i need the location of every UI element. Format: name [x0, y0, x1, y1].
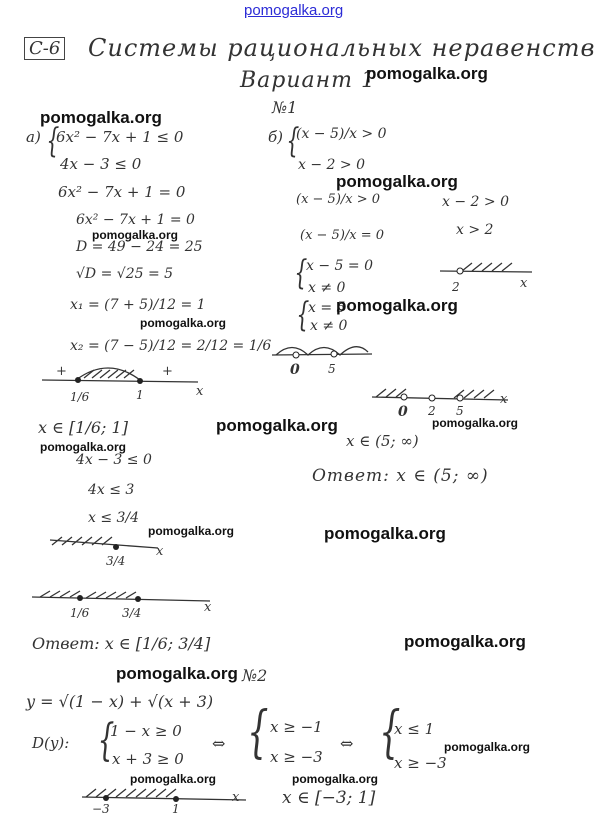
task2-system1-brace: {: [97, 715, 115, 766]
nl1-point1-label: 1/6: [70, 390, 90, 404]
nl-b-combined-point1: [401, 394, 407, 400]
task1b-system-brace: {: [286, 121, 300, 161]
task1b-label: б): [268, 128, 284, 146]
task2-equiv-arrow2: ⇔: [340, 734, 354, 753]
task2-sys2-line1: x ≥ −1: [270, 718, 323, 736]
nl1-point2: [137, 378, 143, 384]
task2-domain-label: D(y):: [32, 734, 70, 752]
watermark-13: pomogalka.org: [116, 664, 238, 683]
nl1-sign-right: +: [162, 364, 173, 379]
watermark-7: pomogalka.org: [216, 416, 338, 435]
nl-b-left-point2: [331, 351, 337, 357]
nl-b-left-point1-label: 0: [290, 362, 300, 378]
nl3-point2: [135, 596, 141, 602]
task1a-x1: x₁ = (7 + 5)/12 = 1: [70, 297, 206, 313]
task2-function: y = √(1 − x) + √(x + 3): [26, 692, 214, 711]
nl1-sign-left: +: [56, 364, 67, 379]
watermark-3: pomogalka.org: [336, 172, 458, 191]
nl1-var: x: [196, 384, 204, 399]
nl-b-combined-axis: [372, 397, 508, 400]
task1b-sys-line2: x − 2 > 0: [298, 157, 365, 173]
task1b-sys-line1: (x − 5)/x > 0: [296, 126, 387, 142]
variant-label: Вариант 1: [240, 68, 376, 93]
task1a-line1: 6x² − 7x + 1 = 0: [58, 183, 186, 201]
nl-b-combined-point2-label: 2: [428, 404, 436, 418]
task1a-sys-line1: 6x² − 7x + 1 ≤ 0: [56, 128, 184, 146]
task2-number: №2: [242, 666, 268, 685]
task1a-line2: 6x² − 7x + 1 = 0: [76, 212, 195, 228]
watermark-14: pomogalka.org: [444, 740, 531, 754]
nl1-parabola: [76, 368, 140, 380]
nl1-hatch: [84, 370, 134, 378]
nl-b-left-axis: [272, 354, 372, 355]
task1a-line3: D = 49 − 24 = 25: [76, 239, 203, 255]
task1a-label: а): [26, 128, 41, 146]
task1b-sys3-line1: x = 5: [308, 300, 346, 316]
nl-task2-point1-label: −3: [92, 802, 110, 816]
task2-system3-brace: {: [379, 700, 401, 765]
nl-b-left-point2-label: 5: [328, 362, 336, 376]
task1b-right2: x > 2: [456, 222, 494, 238]
watermark-1: pomogalka.org: [366, 64, 488, 83]
task2-equiv-arrow1: ⇔: [212, 734, 226, 753]
task2-sys3-line2: x ≥ −3: [394, 754, 447, 772]
task1a-line6: 4x ≤ 3: [88, 482, 135, 498]
task1b-right1: x − 2 > 0: [442, 194, 509, 210]
nl-task2-var: x: [232, 790, 240, 805]
nl-b-right-point: [457, 268, 463, 274]
nl2-point: [113, 544, 119, 550]
nl-b-right-point-label: 2: [452, 280, 460, 294]
task2-sys1-line1: 1 − x ≥ 0: [110, 722, 182, 740]
nl-b-right-axis: [440, 271, 532, 272]
task1b-interval: x ∈ (5; ∞): [346, 432, 419, 450]
task1a-line5: 4x − 3 ≤ 0: [76, 452, 152, 468]
task1a-answer: Ответ: x ∈ [1/6; 3/4]: [32, 634, 211, 653]
nl1-point1: [75, 377, 81, 383]
watermark-8: pomogalka.org: [432, 416, 519, 430]
watermark-6: pomogalka.org: [140, 316, 227, 330]
task2-sys1-line2: x + 3 ≥ 0: [112, 750, 184, 768]
task2-answer: x ∈ [−3; 1]: [282, 788, 376, 808]
page-title: Системы рациональных неравенств: [88, 34, 596, 62]
nl3-var: x: [204, 600, 212, 615]
nl-b-combined-point3-label: 5: [456, 404, 464, 418]
task1b-left2: (x − 5)/x = 0: [300, 228, 385, 243]
nl-b-combined-var: x: [500, 392, 508, 407]
nl-task2-point2-label: 1: [172, 802, 180, 816]
nl1-axis: [42, 380, 198, 382]
watermark-5: pomogalka.org: [336, 296, 458, 315]
nl3-point1: [77, 595, 83, 601]
nl-b-combined-point3: [457, 395, 463, 401]
nl-b-combined-point2: [429, 395, 435, 401]
task1b-left1: (x − 5)/x > 0: [296, 192, 381, 207]
task1a-line4: √D = √25 = 5: [76, 266, 174, 282]
nl1-point2-label: 1: [136, 388, 144, 402]
task1b-sys2-line1: x − 5 = 0: [306, 258, 373, 274]
task2-sys3-line1: x ≤ 1: [394, 720, 435, 738]
watermark-11: pomogalka.org: [324, 524, 446, 543]
nl3-axis: [32, 597, 210, 601]
task1a-interval1: x ∈ [1/6; 1]: [38, 418, 128, 437]
task1b-system2-brace: {: [294, 253, 308, 293]
task1b-sys2-line2: x ≠ 0: [308, 280, 346, 296]
task1a-x2: x₂ = (7 − 5)/12 = 2/12 = 1/6: [70, 338, 272, 354]
task1a-system-brace: {: [46, 121, 60, 161]
nl-task2-point1: [103, 795, 109, 801]
nl3-point2-label: 3/4: [122, 606, 142, 620]
watermark-12: pomogalka.org: [404, 632, 526, 651]
task1b-sys3-line2: x ≠ 0: [310, 318, 348, 334]
task1-number: №1: [272, 98, 298, 117]
task1b-answer: Ответ: x ∈ (5; ∞): [312, 466, 489, 486]
watermark-10: pomogalka.org: [148, 524, 235, 538]
section-code: С-6: [24, 37, 65, 60]
watermark-16: pomogalka.org: [292, 772, 379, 786]
task1a-sys-line2: 4x − 3 ≤ 0: [60, 155, 142, 173]
watermark-15: pomogalka.org: [130, 772, 217, 786]
nl-b-right-var: x: [520, 276, 528, 291]
task1b-system3-brace: {: [296, 295, 310, 335]
nl-b-combined-point1-label: 0: [398, 404, 408, 420]
nl2-var: x: [156, 544, 164, 559]
nl-b-right-hatch: [462, 263, 512, 271]
task1a-line7: x ≤ 3/4: [88, 510, 140, 526]
nl2-point-label: 3/4: [106, 554, 126, 568]
watermark-2: pomogalka.org: [40, 108, 162, 127]
nl-b-left-point1: [293, 352, 299, 358]
watermark-9: pomogalka.org: [40, 440, 127, 454]
task2-system2-brace: {: [247, 700, 269, 765]
task2-sys2-line2: x ≥ −3: [270, 748, 323, 766]
site-url[interactable]: pomogalka.org: [244, 2, 344, 19]
watermark-4: pomogalka.org: [92, 228, 179, 242]
nl3-point1-label: 1/6: [70, 606, 90, 620]
nl-task2-hatch: [86, 789, 176, 797]
